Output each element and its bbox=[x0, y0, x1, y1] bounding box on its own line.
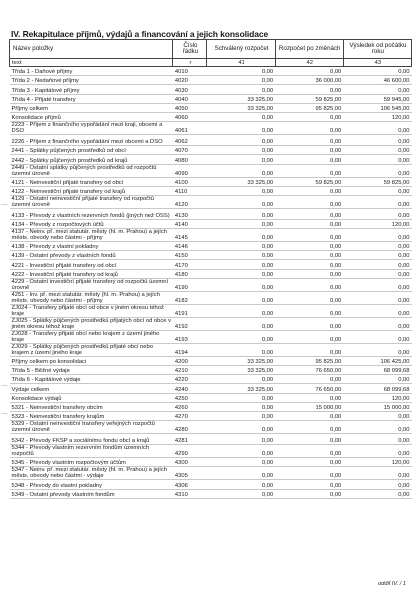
table-row bbox=[10, 242, 412, 251]
table-row bbox=[10, 164, 412, 177]
row-result-ytd: 0,00 bbox=[343, 467, 411, 480]
row-name: Třída 3 - Kapitálové příjmy bbox=[10, 85, 173, 94]
row-budget-after-changes: 0,00 bbox=[275, 480, 343, 489]
row-name: Příjmy celkem bbox=[10, 103, 173, 112]
row-approved-budget: 0,00 bbox=[207, 489, 275, 498]
table-row bbox=[10, 375, 412, 384]
table-row bbox=[10, 467, 412, 480]
row-budget-after-changes: 0,00 bbox=[275, 164, 343, 177]
table-row bbox=[10, 269, 412, 278]
row-budget-after-changes: 0,00 bbox=[275, 393, 343, 402]
row-code: 4130 bbox=[173, 208, 207, 219]
table-row bbox=[10, 366, 412, 375]
row-code: 4080 bbox=[173, 155, 207, 164]
row-code: 4050 bbox=[173, 103, 207, 112]
subheader-name: text bbox=[10, 59, 173, 67]
table-row bbox=[10, 356, 412, 365]
row-approved-budget: 33 325,00 bbox=[207, 103, 275, 112]
table-row bbox=[10, 260, 412, 269]
row-budget-after-changes: 0,00 bbox=[275, 219, 343, 228]
table-body bbox=[10, 67, 412, 499]
row-name: Třída 5 - Běžné výdaje bbox=[10, 366, 173, 375]
row-approved-budget: 0,00 bbox=[207, 434, 275, 445]
row-approved-budget: 0,00 bbox=[207, 135, 275, 146]
table-row bbox=[10, 229, 412, 242]
table-row bbox=[10, 343, 412, 356]
row-budget-after-changes: 0,00 bbox=[275, 122, 343, 135]
row-approved-budget: 33 325,00 bbox=[207, 356, 275, 365]
row-result-ytd: 0,00 bbox=[343, 251, 411, 260]
row-approved-budget: 0,00 bbox=[207, 402, 275, 411]
row-name: Třída 4 - Přijaté transfery bbox=[10, 94, 173, 103]
row-approved-budget: 0,00 bbox=[207, 122, 275, 135]
section-title: IV. Rekapitulace příjmů, výdajů a financování a jejich konsolidace bbox=[11, 29, 269, 39]
table-row bbox=[10, 208, 412, 219]
table-row bbox=[10, 122, 412, 135]
row-name: 5329 - Ostatní neinvestiční transfery veřejných rozpočtů územní úrovně bbox=[10, 421, 173, 434]
row-result-ytd: 0,00 bbox=[343, 122, 411, 135]
row-result-ytd: 59 945,00 bbox=[343, 94, 411, 103]
row-code: 4040 bbox=[173, 94, 207, 103]
row-approved-budget: 0,00 bbox=[207, 164, 275, 177]
row-result-ytd: 0,00 bbox=[343, 155, 411, 164]
row-budget-after-changes: 0,00 bbox=[275, 317, 343, 330]
row-name: 4251 - Inv. př. mezi statutár. městy (hl. m. Prahou) a jejích městs. obvody nebo částmi - příjmy bbox=[10, 291, 173, 304]
row-name: Třída 2 - Nedaňové příjmy bbox=[10, 76, 173, 85]
table-row bbox=[10, 384, 412, 393]
row-code: 4146 bbox=[173, 242, 207, 251]
row-result-ytd: 0,00 bbox=[343, 343, 411, 356]
row-budget-after-changes: 0,00 bbox=[275, 343, 343, 356]
row-code: 4260 bbox=[173, 402, 207, 411]
table-row bbox=[10, 434, 412, 445]
row-result-ytd: 0,00 bbox=[343, 85, 411, 94]
row-result-ytd: 120,00 bbox=[343, 219, 411, 228]
row-approved-budget: 0,00 bbox=[207, 467, 275, 480]
row-code: 4220 bbox=[173, 375, 207, 384]
pen-check-mark: ⌒ bbox=[1, 205, 8, 212]
row-code: 4306 bbox=[173, 480, 207, 489]
row-name: Třída 6 - Kapitálové výdaje bbox=[10, 375, 173, 384]
row-name: 4137 - Neinv. př. mezi statutár. městy (hl. m. Prahou) a jejích městs. obvody nebo částmi - příjmy bbox=[10, 229, 173, 242]
row-approved-budget: 0,00 bbox=[207, 208, 275, 219]
row-approved-budget: 0,00 bbox=[207, 155, 275, 164]
row-name: 4222 - Investiční přijaté transfery od krajů bbox=[10, 269, 173, 278]
row-name: Konsolidace výdajů bbox=[10, 393, 173, 402]
row-code: 4062 bbox=[173, 135, 207, 146]
row-budget-after-changes: 0,00 bbox=[275, 195, 343, 208]
row-name: 5348 - Převody do vlastní pokladny bbox=[10, 480, 173, 489]
header-budget-after-changes: Rozpočet po změnách bbox=[275, 40, 343, 59]
header-result-ytd: Výsledek od počátku roku bbox=[343, 40, 411, 59]
row-budget-after-changes: 59 825,00 bbox=[275, 177, 343, 186]
row-name: Příjmy celkem po konsolidaci bbox=[10, 356, 173, 365]
row-approved-budget: 33 325,00 bbox=[207, 384, 275, 393]
table-row bbox=[10, 67, 412, 76]
row-result-ytd: 68 099,68 bbox=[343, 384, 411, 393]
row-name: Výdaje celkem bbox=[10, 384, 173, 393]
row-budget-after-changes: 0,00 bbox=[275, 411, 343, 420]
row-result-ytd: 0,00 bbox=[343, 229, 411, 242]
row-name: 5344 - Převody vlastním rezervním fondům územních rozpočtů bbox=[10, 445, 173, 458]
row-code: 4145 bbox=[173, 229, 207, 242]
row-code: 4150 bbox=[173, 251, 207, 260]
row-budget-after-changes: 0,00 bbox=[275, 278, 343, 291]
row-code: 4305 bbox=[173, 467, 207, 480]
row-code: 4140 bbox=[173, 219, 207, 228]
row-name: 2442 - Splátky půjčených prostředků od krajů bbox=[10, 155, 173, 164]
row-code: 4280 bbox=[173, 421, 207, 434]
table-row bbox=[10, 146, 412, 155]
row-code: 4190 bbox=[173, 278, 207, 291]
row-budget-after-changes: 15 000,00 bbox=[275, 402, 343, 411]
row-name: 5323 - Neinvestiční transfery krajům bbox=[10, 411, 173, 420]
table-row bbox=[10, 76, 412, 85]
row-name: 2449 - Ostatní splátky půjčených prostředků od rozpočtů územní úrovně bbox=[10, 164, 173, 177]
row-result-ytd: 0,00 bbox=[343, 317, 411, 330]
row-approved-budget: 0,00 bbox=[207, 278, 275, 291]
row-code: 4030 bbox=[173, 85, 207, 94]
row-approved-budget: 33 325,00 bbox=[207, 177, 275, 186]
row-approved-budget: 0,00 bbox=[207, 317, 275, 330]
row-result-ytd: 0,00 bbox=[343, 411, 411, 420]
row-result-ytd: 0,00 bbox=[343, 330, 411, 343]
table-row bbox=[10, 186, 412, 195]
header-name: Název položky bbox=[10, 40, 173, 59]
row-code: 4240 bbox=[173, 384, 207, 393]
row-budget-after-changes: 0,00 bbox=[275, 304, 343, 317]
row-result-ytd: 0,00 bbox=[343, 480, 411, 489]
row-result-ytd: 120,00 bbox=[343, 458, 411, 467]
table-row bbox=[10, 411, 412, 420]
row-result-ytd: 106 425,00 bbox=[343, 356, 411, 365]
row-name: 5349 - Ostatní převody vlastním fondům bbox=[10, 489, 173, 498]
row-approved-budget: 0,00 bbox=[207, 291, 275, 304]
row-result-ytd: 0,00 bbox=[343, 208, 411, 219]
row-budget-after-changes: 0,00 bbox=[275, 458, 343, 467]
row-result-ytd: 0,00 bbox=[343, 242, 411, 251]
table-row bbox=[10, 219, 412, 228]
row-approved-budget: 0,00 bbox=[207, 219, 275, 228]
row-budget-after-changes: 0,00 bbox=[275, 445, 343, 458]
table-row bbox=[10, 112, 412, 121]
row-result-ytd: 0,00 bbox=[343, 67, 411, 76]
table-row bbox=[10, 458, 412, 467]
row-budget-after-changes: 0,00 bbox=[275, 67, 343, 76]
row-code: 4191 bbox=[173, 304, 207, 317]
row-code: 4290 bbox=[173, 445, 207, 458]
row-name: 2223 - Příjem z finančního vypořádání mezi kraji, obcemi a DSO bbox=[10, 122, 173, 135]
row-code: 4070 bbox=[173, 146, 207, 155]
row-result-ytd: 0,00 bbox=[343, 291, 411, 304]
row-approved-budget: 0,00 bbox=[207, 421, 275, 434]
row-approved-budget: 0,00 bbox=[207, 393, 275, 402]
row-approved-budget: 33 325,00 bbox=[207, 94, 275, 103]
row-name: Konsolidace příjmů bbox=[10, 112, 173, 121]
subheader-41: 41 bbox=[207, 59, 275, 67]
row-code: 4194 bbox=[173, 343, 207, 356]
row-approved-budget: 0,00 bbox=[207, 458, 275, 467]
header-code: Číslo řádku bbox=[173, 40, 207, 59]
row-approved-budget: 33 325,00 bbox=[207, 366, 275, 375]
subheader-code: r bbox=[173, 59, 207, 67]
row-name: 4121 - Neinvestiční přijaté transfery od obcí bbox=[10, 177, 173, 186]
row-approved-budget: 0,00 bbox=[207, 480, 275, 489]
row-budget-after-changes: 0,00 bbox=[275, 489, 343, 498]
row-code: 4200 bbox=[173, 356, 207, 365]
table-row bbox=[10, 195, 412, 208]
table-row bbox=[10, 317, 412, 330]
row-approved-budget: 0,00 bbox=[207, 146, 275, 155]
pen-check-mark: ⌒ bbox=[1, 386, 8, 393]
table-row bbox=[10, 421, 412, 434]
row-name: 5321 - Neinvestiční transfery obcím bbox=[10, 402, 173, 411]
row-budget-after-changes: 0,00 bbox=[275, 85, 343, 94]
row-approved-budget: 0,00 bbox=[207, 269, 275, 278]
row-budget-after-changes: 0,00 bbox=[275, 269, 343, 278]
row-budget-after-changes: 0,00 bbox=[275, 135, 343, 146]
row-code: 4090 bbox=[173, 164, 207, 177]
row-name: 2441 - Splátky půjčených prostředků od obcí bbox=[10, 146, 173, 155]
table-row bbox=[10, 445, 412, 458]
row-approved-budget: 0,00 bbox=[207, 195, 275, 208]
row-result-ytd: 120,00 bbox=[343, 393, 411, 402]
page-footer: oddíl IV. / 1 bbox=[378, 581, 406, 587]
table-row bbox=[10, 135, 412, 146]
table-row bbox=[10, 304, 412, 317]
table-row bbox=[10, 402, 412, 411]
row-result-ytd: 0,00 bbox=[343, 375, 411, 384]
row-code: 4250 bbox=[173, 393, 207, 402]
row-code: 4193 bbox=[173, 330, 207, 343]
row-code: 4270 bbox=[173, 411, 207, 420]
row-name: 4139 - Ostatní převody z vlastních fondů bbox=[10, 251, 173, 260]
row-result-ytd: 106 545,00 bbox=[343, 103, 411, 112]
row-result-ytd: 0,00 bbox=[343, 146, 411, 155]
row-budget-after-changes: 0,00 bbox=[275, 155, 343, 164]
row-budget-after-changes: 0,00 bbox=[275, 330, 343, 343]
row-code: 4300 bbox=[173, 458, 207, 467]
row-approved-budget: 0,00 bbox=[207, 85, 275, 94]
row-approved-budget: 0,00 bbox=[207, 251, 275, 260]
row-approved-budget: 0,00 bbox=[207, 411, 275, 420]
row-code: 4180 bbox=[173, 269, 207, 278]
row-name: ZJ025 - Splátky půjčených prostředků přijatých obcí od obce v jiném okresu téhož kraje bbox=[11, 317, 171, 330]
row-name: 4221 - Investiční přijaté transfery od obcí bbox=[10, 260, 173, 269]
row-name: 4122 - Neinvestiční přijaté transfery od krajů bbox=[10, 186, 173, 195]
row-approved-budget: 0,00 bbox=[207, 76, 275, 85]
row-name: 4134 - Převody z rozpočtových účtů bbox=[10, 219, 173, 228]
row-budget-after-changes: 0,00 bbox=[275, 112, 343, 121]
table-row bbox=[10, 177, 412, 186]
row-approved-budget: 0,00 bbox=[207, 343, 275, 356]
row-code: 4110 bbox=[173, 186, 207, 195]
row-approved-budget: 0,00 bbox=[207, 304, 275, 317]
row-budget-after-changes: 0,00 bbox=[275, 251, 343, 260]
table-row bbox=[10, 94, 412, 103]
subheader-43: 43 bbox=[343, 59, 411, 67]
row-name: 2226 - Příjem z finančního vypořádání mezi obcemi a DSO bbox=[10, 135, 173, 146]
row-approved-budget: 0,00 bbox=[207, 330, 275, 343]
row-code: 4170 bbox=[173, 260, 207, 269]
row-result-ytd: 0,00 bbox=[343, 260, 411, 269]
pen-check-mark: ⌒ bbox=[1, 414, 8, 421]
row-name: ZJ024 - Transfery přijaté obcí od obce v jiném okresu téhož kraje bbox=[10, 304, 173, 317]
row-budget-after-changes: 0,00 bbox=[275, 186, 343, 195]
row-approved-budget: 0,00 bbox=[207, 242, 275, 251]
row-result-ytd: 15 000,00 bbox=[343, 402, 411, 411]
recap-table bbox=[9, 39, 412, 499]
row-name: 5345 - Převody vlastním rozpočtovým účtům bbox=[10, 458, 173, 467]
row-result-ytd: 120,00 bbox=[343, 112, 411, 121]
row-code: 4120 bbox=[173, 195, 207, 208]
row-code: 4182 bbox=[173, 291, 207, 304]
row-result-ytd: 0,00 bbox=[343, 135, 411, 146]
row-approved-budget: 0,00 bbox=[207, 375, 275, 384]
row-code: 4210 bbox=[173, 366, 207, 375]
row-budget-after-changes: 76 650,00 bbox=[275, 384, 343, 393]
row-name: Třída 1 - Daňové příjmy bbox=[10, 67, 173, 76]
row-budget-after-changes: 95 825,00 bbox=[275, 103, 343, 112]
table-row bbox=[10, 480, 412, 489]
header-approved-budget: Schválený rozpočet bbox=[207, 40, 275, 59]
row-code: 4020 bbox=[173, 76, 207, 85]
row-code: 4192 bbox=[173, 317, 207, 330]
row-budget-after-changes: 0,00 bbox=[275, 146, 343, 155]
table-row bbox=[10, 278, 412, 291]
row-name: 4129 - Ostatní neinvestiční přijaté transfery od rozpočtů územní úrovně bbox=[10, 195, 173, 208]
row-code: 4010 bbox=[173, 67, 207, 76]
row-budget-after-changes: 0,00 bbox=[275, 260, 343, 269]
row-result-ytd: 68 099,68 bbox=[343, 366, 411, 375]
row-approved-budget: 0,00 bbox=[207, 112, 275, 121]
row-result-ytd: 0,00 bbox=[343, 269, 411, 278]
row-result-ytd: 0,00 bbox=[343, 164, 411, 177]
row-name: 4229 - Ostatní investiční přijaté transfery od rozpočtů územní úrovně bbox=[10, 278, 173, 291]
row-result-ytd: 0,00 bbox=[343, 278, 411, 291]
row-approved-budget: 0,00 bbox=[207, 229, 275, 242]
row-name: ZJ028 - Transfery přijaté obcí nebo krajem z území jiného kraje bbox=[10, 330, 173, 343]
row-result-ytd: 0,00 bbox=[343, 186, 411, 195]
row-code: 4281 bbox=[173, 434, 207, 445]
row-approved-budget: 0,00 bbox=[207, 445, 275, 458]
row-result-ytd: 0,00 bbox=[343, 445, 411, 458]
row-code: 4310 bbox=[173, 489, 207, 498]
row-result-ytd: 0,00 bbox=[343, 489, 411, 498]
row-result-ytd: 46 600,00 bbox=[343, 76, 411, 85]
row-budget-after-changes: 95 825,00 bbox=[275, 356, 343, 365]
row-approved-budget: 0,00 bbox=[207, 186, 275, 195]
row-result-ytd: 0,00 bbox=[343, 434, 411, 445]
row-approved-budget: 0,00 bbox=[207, 67, 275, 76]
table-row bbox=[10, 155, 412, 164]
row-result-ytd: 59 825,00 bbox=[343, 177, 411, 186]
row-result-ytd: 0,00 bbox=[343, 195, 411, 208]
row-budget-after-changes: 76 650,00 bbox=[275, 366, 343, 375]
row-budget-after-changes: 59 825,00 bbox=[275, 94, 343, 103]
row-budget-after-changes: 0,00 bbox=[275, 467, 343, 480]
table-subheader-row bbox=[10, 59, 412, 67]
subheader-42: 42 bbox=[275, 59, 343, 67]
row-budget-after-changes: 0,00 bbox=[275, 291, 343, 304]
row-budget-after-changes: 0,00 bbox=[275, 229, 343, 242]
row-name: 4138 - Převody z vlastní pokladny bbox=[10, 242, 173, 251]
table-row bbox=[10, 489, 412, 498]
row-name: 5342 - Převody FKSP a sociálnímu fondu obcí a krajů bbox=[10, 434, 173, 445]
table-row bbox=[10, 251, 412, 260]
row-result-ytd: 0,00 bbox=[343, 304, 411, 317]
row-budget-after-changes: 0,00 bbox=[275, 242, 343, 251]
row-code: 4100 bbox=[173, 177, 207, 186]
row-budget-after-changes: 36 000,00 bbox=[275, 76, 343, 85]
table-row bbox=[10, 291, 412, 304]
row-budget-after-changes: 0,00 bbox=[275, 375, 343, 384]
row-name: 4133 - Převody z vlastních rezervních fondů (jiných než OSS) bbox=[10, 208, 173, 219]
table-row bbox=[10, 85, 412, 94]
row-name: 5347 - Neinv. př. mezi statutár. městy (hl. m. Prahou) a jejích městs. obvody nebo částmi - výdaje bbox=[10, 467, 173, 480]
table-row bbox=[10, 393, 412, 402]
table-header-row bbox=[10, 40, 412, 59]
row-name: ZJ029 - Splátky půjčených prostředků přijaté obcí nebo krajem z území jiného kraje bbox=[10, 343, 173, 356]
row-budget-after-changes: 0,00 bbox=[275, 208, 343, 219]
row-code: 4061 bbox=[173, 122, 207, 135]
row-approved-budget: 0,00 bbox=[207, 260, 275, 269]
table-row bbox=[10, 330, 412, 343]
table-row bbox=[10, 103, 412, 112]
row-result-ytd: 0,00 bbox=[343, 421, 411, 434]
row-code: 4060 bbox=[173, 112, 207, 121]
row-budget-after-changes: 0,00 bbox=[275, 434, 343, 445]
row-budget-after-changes: 0,00 bbox=[275, 421, 343, 434]
